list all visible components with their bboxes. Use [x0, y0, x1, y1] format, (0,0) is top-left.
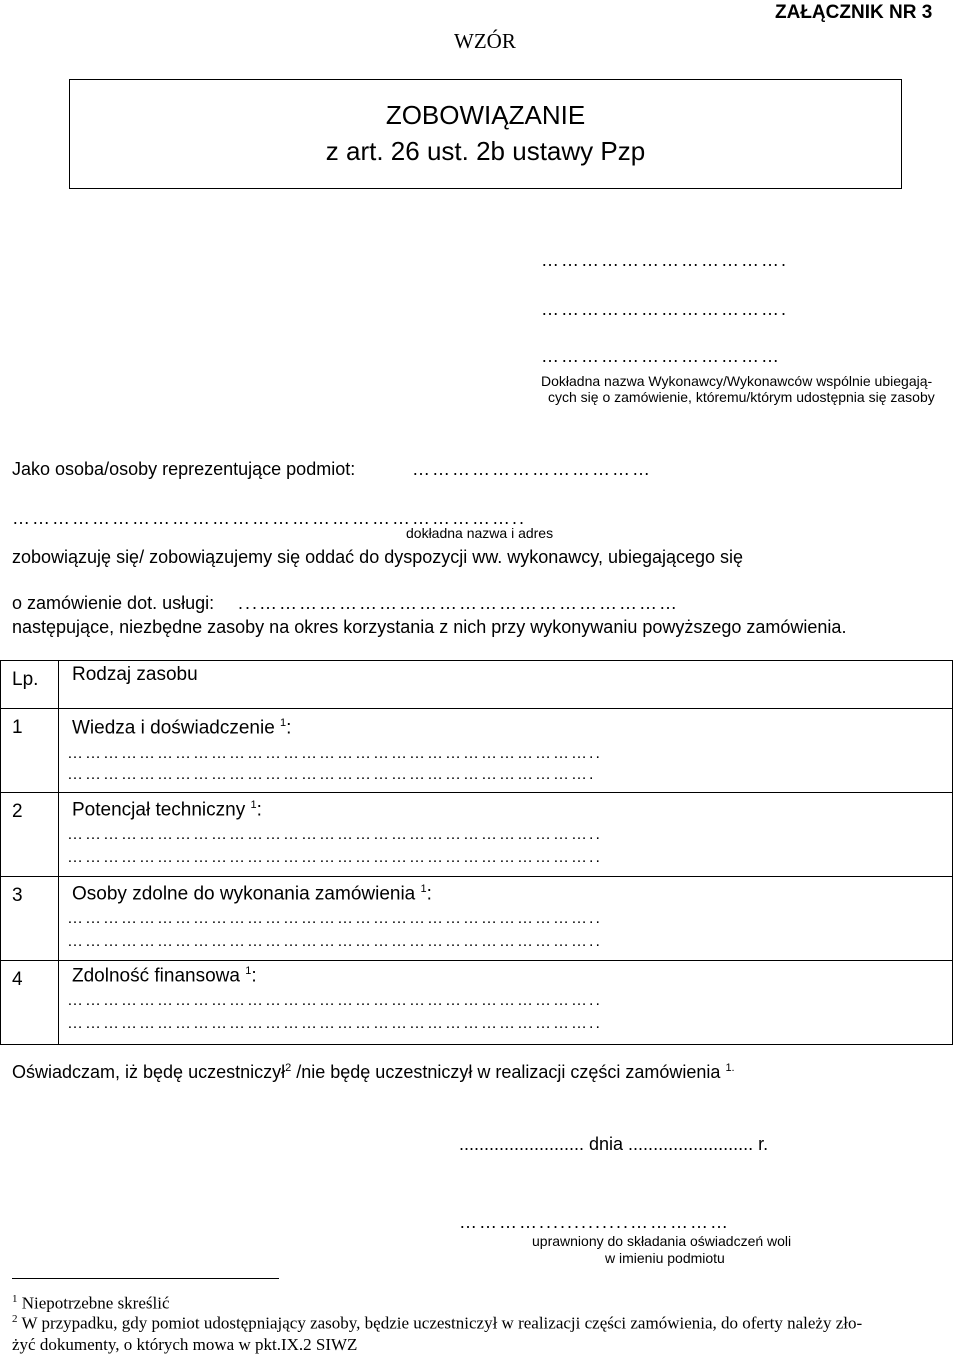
row-dots-1: …………………………………………………………………………….. — [67, 910, 602, 927]
header-lp: Lp. — [1, 661, 59, 709]
row-label: Potencjał techniczny — [72, 799, 246, 821]
row-dots-1: …………………………………………………………………………….. — [67, 745, 602, 762]
represent-dots: ……………………………… — [412, 459, 652, 479]
contractor-caption-line1: Dokładna nazwa Wykonawcy/Wykonawców wspólnie ubiegają- — [541, 373, 933, 389]
row-dots-2: ……………………………………………………………………………. — [67, 766, 596, 783]
footnote-ref: 1 — [245, 965, 252, 977]
order-label: o zamówienie dot. usługi: — [12, 593, 215, 613]
attachment-label: ZAŁĄCZNIK NR 3 — [775, 2, 933, 23]
row-dots-1: …………………………………………………………………………….. — [67, 992, 602, 1009]
represent-label: Jako osoba/osoby reprezentujące podmiot: — [12, 459, 356, 479]
contractor-dots-2: ………………………………. — [541, 299, 789, 319]
resource-table — [0, 660, 953, 1045]
table-header-row — [1, 661, 953, 709]
row-dots-1: …………………………………………………………………………….. — [67, 826, 602, 843]
row-dots-2: …………………………………………………………………………….. — [67, 933, 602, 950]
footnote-2-continuation: żyć dokumenty, o których mowa w pkt.IX.2 SIWZ — [12, 1335, 358, 1354]
row-dots-2: …………………………………………………………………………….. — [67, 849, 602, 866]
footnote-ref: 1 — [420, 883, 427, 895]
commit-text: zobowiązuję się/ zobowiązujemy się oddać do dyspozycji ww. wykonawcy, ubiegającego się — [12, 547, 744, 567]
row-content: Wiedza i doświadczenie $^1$: …………………………………………………………………………….. ……………………………………………………………………………. — [59, 709, 953, 793]
document-title: ZOBOWIĄZANIE — [385, 100, 586, 130]
footnote-1: $^1$ Niepotrzebne skreślić — [12, 1293, 170, 1313]
row-label: Zdolność finansowa — [72, 965, 240, 987]
footnote-2: $^2$ W przypadku, gdy pomiot udostępniający zasoby, będzie uczestniczył w realizacji części zamówienia, do oferty należy zło- — [12, 1313, 863, 1333]
contractor-dots-1: ………………………………. — [541, 250, 789, 270]
row-number: 2 — [1, 793, 59, 877]
row-label: Osoby zdolne do wykonania zamówienia — [72, 883, 416, 905]
row-dots-2: …………………………………………………………………………….. — [67, 1015, 602, 1032]
footnote-divider — [12, 1278, 279, 1279]
date-line: ......................... dnia ......................... r. — [459, 1134, 769, 1154]
header-resource-type: Rodzaj zasobu — [59, 661, 953, 709]
table-row — [1, 709, 953, 793]
row-number: 4 — [1, 961, 59, 1045]
address-caption: dokładna nazwa i adres — [406, 525, 554, 541]
table-row — [1, 877, 953, 961]
footnote-ref: 1 — [280, 717, 287, 729]
title-box — [69, 79, 902, 189]
row-number: 3 — [1, 877, 59, 961]
footnote-ref: 1 — [250, 799, 257, 811]
row-label: Wiedza i doświadczenie — [72, 717, 275, 739]
contractor-dots-3: ……………………………… — [541, 346, 781, 366]
contractor-caption-line2: cych się o zamówienie, któremu/którym udostępnia się zasoby — [548, 389, 935, 405]
row-number: 1 — [1, 709, 59, 793]
signature-caption-1: uprawniony do składania oświadczeń woli — [532, 1233, 792, 1249]
document-subtitle: z art. 26 ust. 2b ustawy Pzp — [325, 136, 646, 166]
template-label: WZÓR — [454, 29, 516, 53]
address-dots: ………………………………………………………………….. — [12, 508, 527, 528]
order-dots: ...……………………………………………………… — [238, 593, 680, 613]
declaration-text: Oświadczam, iż będę uczestniczył$^2$ /nie będę uczestniczył w realizacji części zamówienia $^{1.}$ — [12, 1062, 735, 1082]
row-content: Zdolność finansowa $^1$: …………………………………………………………………………….. …………………………………………………………………………….. — [59, 961, 953, 1045]
table-row — [1, 793, 953, 877]
row-content: Potencjał techniczny $^1$: …………………………………………………………………………….. …………………………………………………………………………….. — [59, 793, 953, 877]
table-row — [1, 961, 953, 1045]
signature-dots: ………….............…………… — [459, 1212, 731, 1232]
signature-caption-2: w imieniu podmiotu — [605, 1250, 725, 1266]
resources-text: następujące, niezbędne zasoby na okres korzystania z nich przy wykonywaniu powyższego zamówienia. — [12, 617, 847, 637]
row-content: Osoby zdolne do wykonania zamówienia $^1$: …………………………………………………………………………….. …………………………………………………………………………….. — [59, 877, 953, 961]
